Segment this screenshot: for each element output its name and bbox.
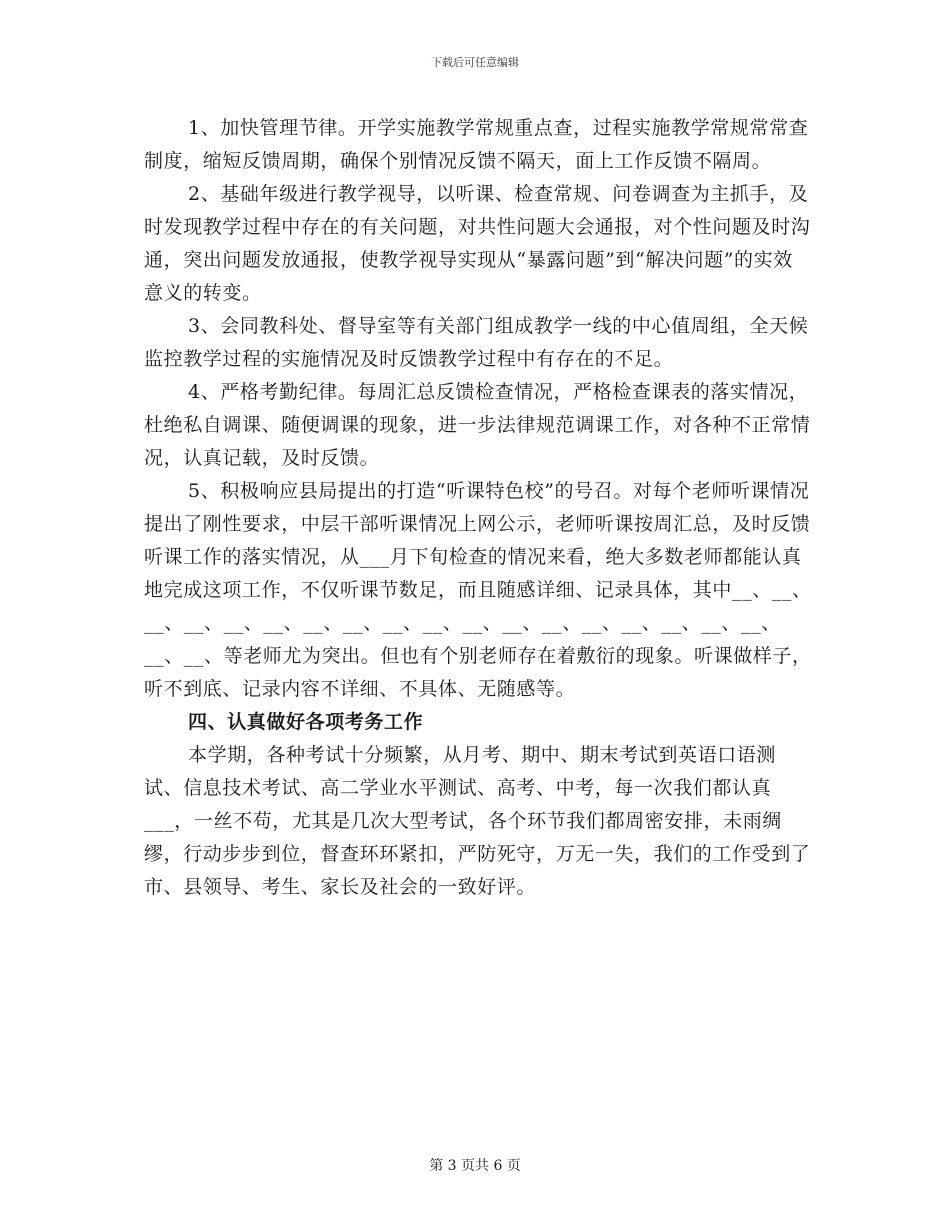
paragraph-5: 5、积极响应县局提出的打造“听课特色校”的号召。对每个老师听课情况提出了刚性要求，中层干部听课情况上网公示，老师听课按周汇总，及时反馈听课工作的落实情况，从___月下旬检查的情况来看，绝大多数老师都能认真地完成这项工作，不仅听课节数足，而且随感详细、记录具体，其中__、__、__、__、__、__、__、__、__、__、__、__、__、__、__、__、__、__、__、__、等老师尤为突出。但也有个别老师存在着敷衍的现象。听课做样子，听不到底、记录内容不详细、不具体、无随感等。 [144,480,812,700]
section-paragraph: 本学期，各种考试十分频繁，从月考、期中、期末考试到英语口语测试、信息技术考试、高二学业水平测试、高考、中考，每一次我们都认真___，一丝不苟，尤其是几次大型考试，各个环节我们都周密安排，未雨绸缪，行动步步到位，督查环环紧扣，严防死守，万无一失，我们的工作受到了市、县领导、考生、家长及社会的一致好评。 [144,744,811,898]
paragraph-1: 1、加快管理节律。开学实施教学常规重点查，过程实施教学常规常常查制度，缩短反馈周期，确保个别情况反馈不隔天，面上工作反馈不隔周。 [144,117,809,172]
page-header-note: 下载后可任意编辑 [431,56,519,69]
document-body [144,112,812,904]
paragraph-4: 4、严格考勤纪律。每周汇总反馈检查情况，严格检查课表的落实情况，杜绝私自调课、随便调课的现象，进一步法律规范调课工作，对各种不正常情况，认真记载，及时反馈。 [144,381,811,469]
section-heading: 四、认真做好各项考务工作 [188,711,424,733]
paragraph-2: 2、基础年级进行教学视导，以听课、检查常规、问卷调查为主抓手，及时发现教学过程中存在的有关问题，对共性问题大会通报，对个性问题及时沟通，突出问题发放通报，使教学视导实现从“暴露问题”到“解决问题”的实效意义的转变。 [144,183,811,304]
paragraph-3: 3、会同教科处、督导室等有关部门组成教学一线的中心值周组，全天候监控教学过程的实施情况及时反馈教学过程中有存在的不足。 [144,315,809,370]
page-number: 第 3 页共 6 页 [429,1158,521,1174]
